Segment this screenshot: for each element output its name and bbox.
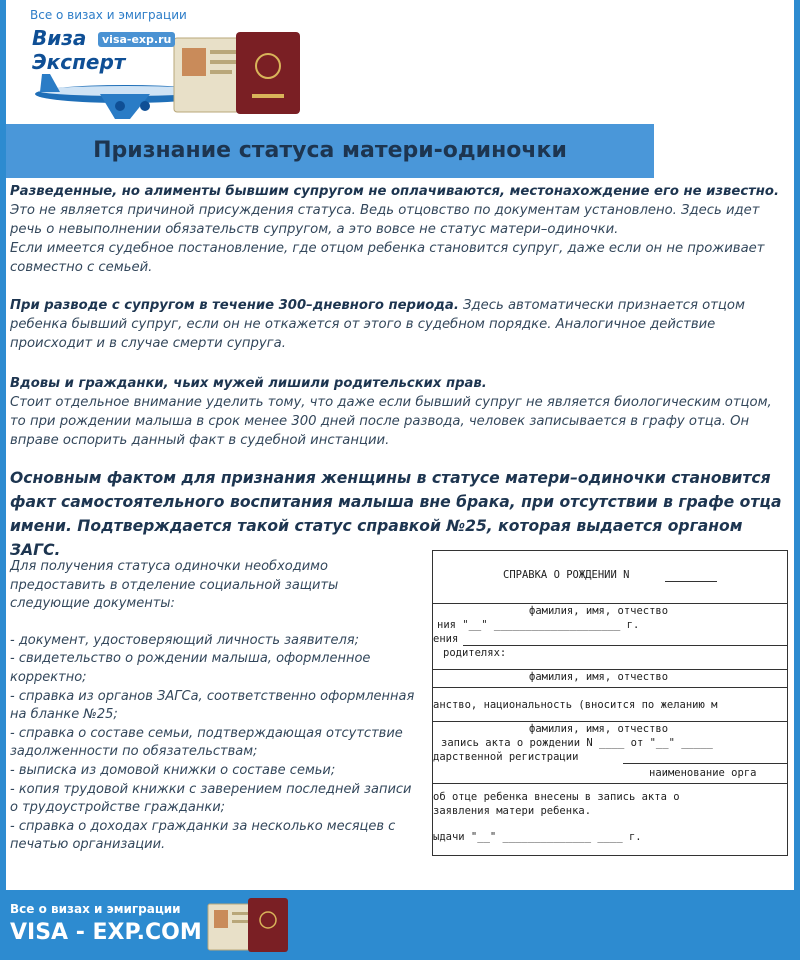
form-title: СПРАВКА О РОЖДЕНИИ N [503,569,630,581]
title-band [6,124,654,178]
logo-word-expert: Эксперт [32,50,126,74]
paragraph-widows-text: Стоит отдельное внимание уделить тому, что даже если бывший супруг не является биологическим отцом, то при рождении малыша в срок менее 300 дней после развода, человек записывается в графу отца. Он вправе оспорить данный факт в судебной инстанции. [10,395,772,448]
form-line: ения [433,633,459,645]
paragraph-divorced-text: Это не является причиной присуждения статуса. Ведь отцовство по документам установлено. Здесь идет речь о невыполнении обязательств супругом, а это вовсе не статус матери–одиночки. [10,203,760,237]
required-documents [10,558,420,855]
document-item: - выписка из домовой книжки о составе семьи; [10,762,336,778]
form-line: анство, национальность (вносится по желанию м [433,699,718,711]
footer-tagline: Все о визах и эмиграции [10,902,181,916]
paragraph-300-days-lead: При разводе с супругом в течение 300–дневного периода. [10,298,459,313]
birth-certificate-form [432,550,788,856]
document-item: - свидетельство о рождении малыша, оформленное корректно; [10,651,371,685]
form-line: ния "__" ____________________ г. [437,619,640,631]
paragraph-divorced [10,182,780,277]
form-line: дарственной регистрации [433,751,579,763]
passports-icon [206,896,290,954]
document-item: - копия трудовой книжки с заверением последней записи о трудоустройстве гражданки; [10,781,412,816]
document-item: - справка о доходах гражданки за несколько месяцев с печатью организации. [10,818,396,853]
form-line: ыдачи "__" ______________ ____ г. [433,831,642,843]
paragraph-300-days-text: Здесь автоматически признается отцом ребенка бывший супруг, если он не откажется от этого в судебном порядке. Аналогичное действие происходит и в случае смерти супруга. [10,298,745,351]
site-footer [0,890,800,960]
documents-intro: Для получения статуса одиночки необходимо предоставить в отделение социальной защиты следующие документы: [10,559,339,612]
paragraph-widows-lead: Вдовы и гражданки, чьих мужей лишили родительских прав. [10,376,487,391]
form-line: заявления матери ребенка. [433,805,592,817]
form-field-label: фамилия, имя, отчество [529,605,669,617]
header-tagline: Все о визах и эмиграции [30,8,187,22]
page-title: Признание статуса матери-одиночки [93,138,567,163]
passports-icon [170,28,310,118]
document-item: - справка из органов ЗАГСа, соответственно оформленная на бланке №25; [10,688,415,723]
document-item: - справка о составе семьи, подтверждающая отсутствие задолженности по обязательствам; [10,725,403,760]
key-fact-statement: Основным фактом для признания женщины в статусе матери–одиночки становится факт самостоятельного воспитания малыша вне брака, при отсутствии в графе отца имени. Подтверждается такой статус справкой №25, которая выдается органом ЗАГС. [10,469,782,559]
logo-word-viza: Виза [32,26,87,50]
form-field-label: наименование орга [649,767,757,779]
paragraph-widows [10,374,780,450]
document-item: - документ, удостоверяющий личность заявителя; [10,632,360,648]
paragraph-divorced-text2: Если имеется судебное постановление, где отцом ребенка становится супруг, даже если он не проживает совместно с семьей. [10,241,765,275]
form-field-label: фамилия, имя, отчество [529,723,669,735]
form-line: запись акта о рождении N ____ от "__" _____ [441,737,713,749]
form-line: об отце ребенка внесены в запись акта о [433,791,680,803]
paragraph-divorced-lead: Разведенные, но алименты бывшим супругом не оплачиваются, местонахождение его не известно. [10,184,779,199]
article-content [6,178,794,890]
footer-brand[interactable]: VISA - EXP.COM [10,920,202,945]
form-field-label: фамилия, имя, отчество [529,671,669,683]
title-band-spacer [654,124,794,178]
site-logo[interactable] [20,24,340,120]
logo-site-badge: visa-exp.ru [98,32,175,47]
form-line: родителях: [443,647,507,659]
paragraph-300-days [10,296,780,353]
site-header [6,0,794,126]
